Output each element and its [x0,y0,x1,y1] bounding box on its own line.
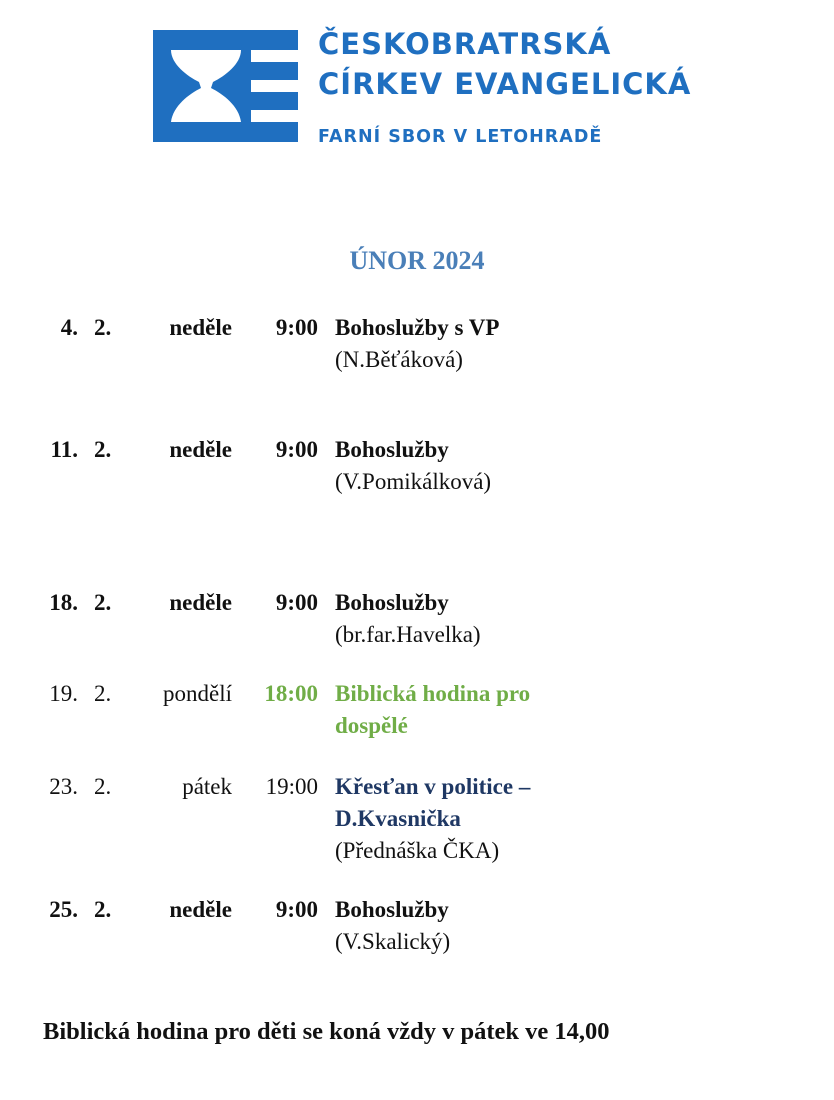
entry-month: 2. [94,774,112,799]
entry-weekday: neděle [169,897,232,922]
entry-event [335,312,805,376]
chalice-cross-logo-icon [153,30,298,142]
entry-time: 9:00 [275,897,318,922]
entry-weekday: pondělí [163,681,232,706]
entry-subtitle: (V.Pomikálková) [335,469,492,494]
logo-line-1: ČESKOBRATRSKÁ [318,27,612,61]
entry-weekday: pátek [182,774,232,799]
entry-event [335,678,805,742]
church-logo-text [318,24,691,148]
logo-line-2: CÍRKEV EVANGELICKÁ [318,67,692,101]
entry-time: 18:00 [264,681,318,706]
entry-month: 2. [94,897,112,922]
entry-weekday: neděle [169,315,232,340]
entry-time: 19:00 [265,774,318,799]
entry-title: Křesťan v politice – D.Kvasnička [335,774,531,831]
entry-weekday: neděle [169,590,232,615]
entry-event [335,894,805,958]
entry-weekday: neděle [169,437,232,462]
entry-time: 9:00 [275,437,318,462]
entry-day: 25. [49,897,78,922]
entry-title: Bohoslužby [335,897,449,922]
entry-month: 2. [94,590,112,615]
entry-subtitle: (br.far.Havelka) [335,622,481,647]
entry-subtitle: (V.Skalický) [335,929,451,954]
entry-month: 2. [94,315,112,340]
entry-title: Bohoslužby [335,437,449,462]
entry-event [335,587,805,651]
entry-day: 18. [49,590,78,615]
footer-note: Biblická hodina pro děti se koná vždy v pátek ve 14,00 [43,1018,610,1045]
logo-line-3: FARNÍ SBOR V LETOHRADĚ [318,127,603,147]
entry-day: 11. [50,437,78,462]
entry-title: Bohoslužby s VP [335,315,500,340]
entry-time: 9:00 [275,315,318,340]
entry-subtitle: (Přednáška ČKA) [335,838,500,863]
entry-month: 2. [94,681,112,706]
entry-day: 19. [49,681,78,706]
entry-event [335,771,805,867]
entry-day: 4. [60,315,78,340]
entry-month: 2. [94,437,112,462]
entry-day: 23. [49,774,78,799]
entry-time: 9:00 [275,590,318,615]
entry-subtitle: (N.Běťáková) [335,347,463,372]
month-title: ÚNOR 2024 [349,246,485,275]
entry-title: Bohoslužby [335,590,449,615]
entry-title: Biblická hodina pro dospělé [335,681,531,738]
entry-event [335,434,805,498]
